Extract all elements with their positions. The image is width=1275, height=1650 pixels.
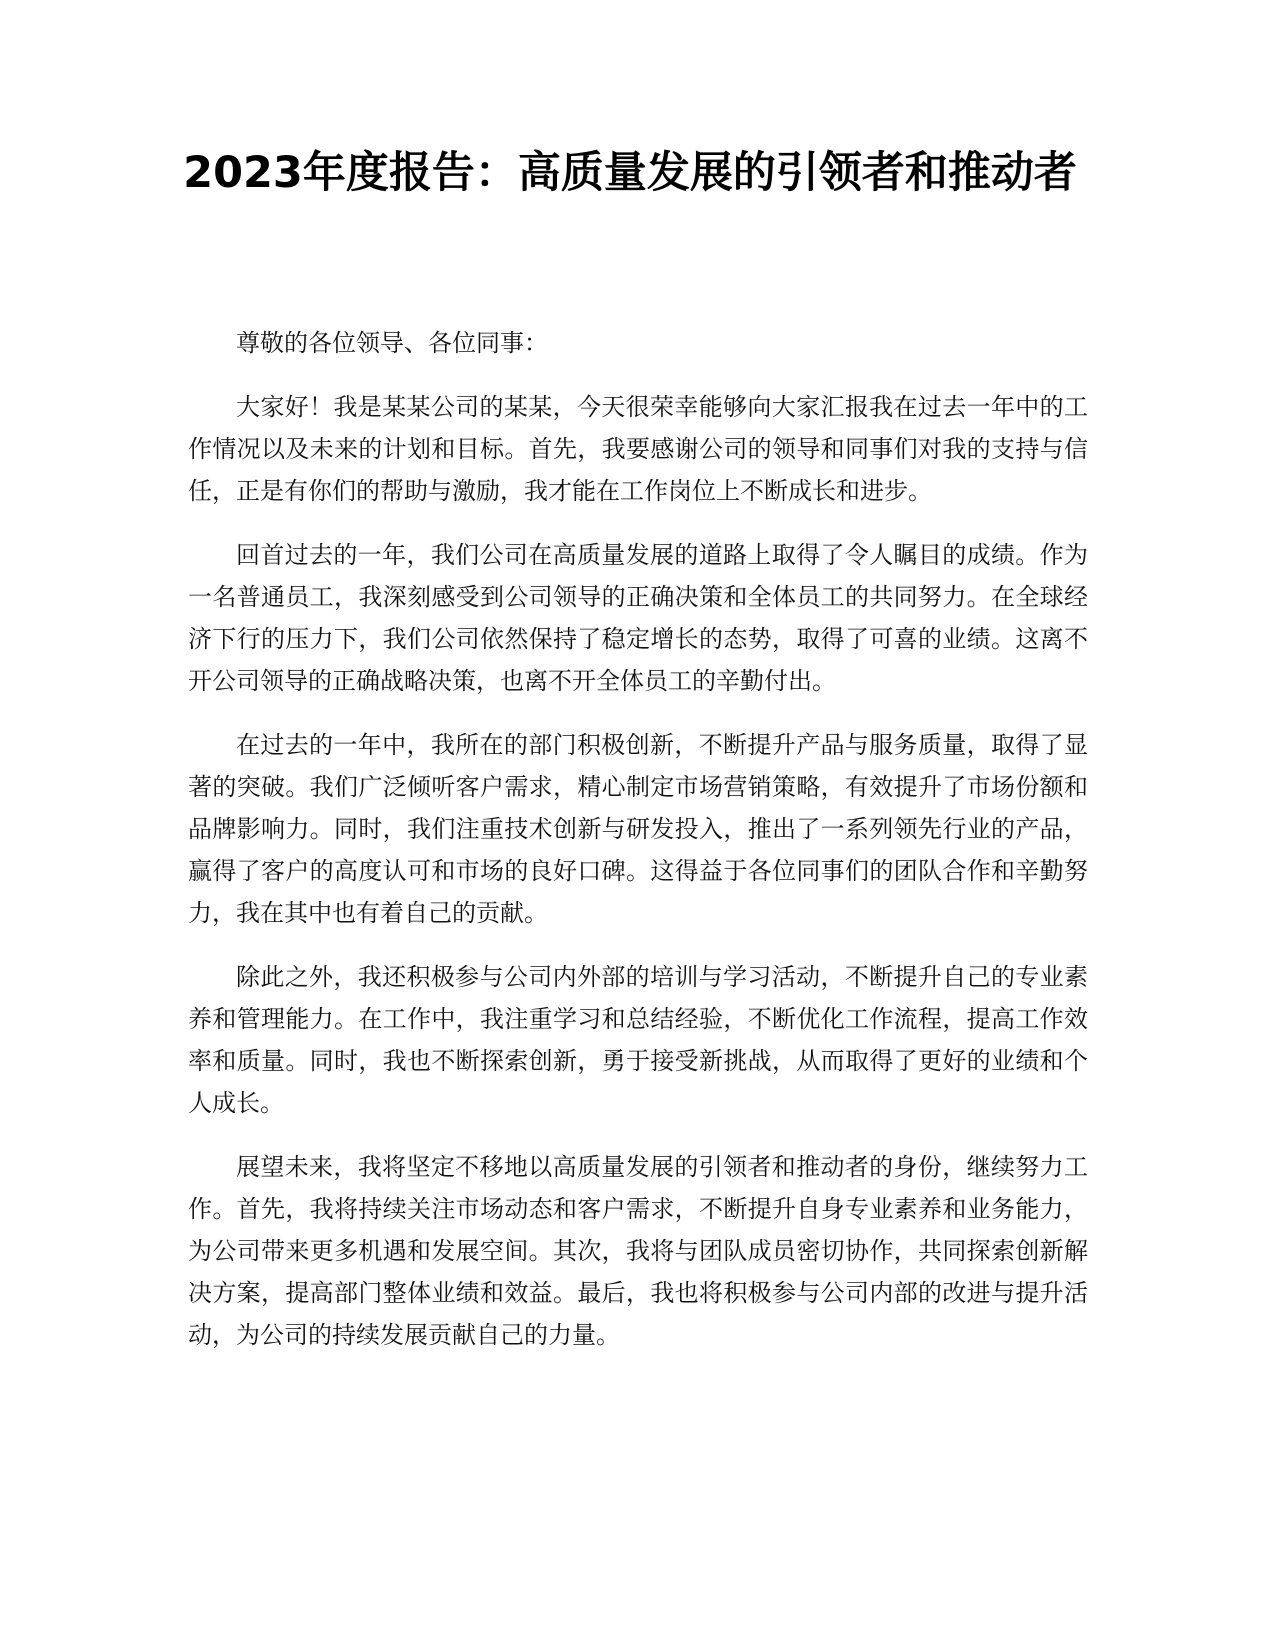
salutation-paragraph: 尊敬的各位领导、各位同事： xyxy=(236,329,548,357)
review-paragraph: 回首过去的一年，我们公司在高质量发展的道路上取得了令人瞩目的成绩。作为一名普通员工，我深刻感受到公司领导的正确决策和全体员工的共同努力。在全球经济下行的压力下，我们公司依然保持了稳定增长的态势，取得了可喜的业绩。这离不开公司领导的正确战略决策，也离不开全体员工的辛勤付出。 xyxy=(188,541,1088,695)
department-paragraph: 在过去的一年中，我所在的部门积极创新，不断提升产品与服务质量，取得了显著的突破。我们广泛倾听客户需求，精心制定市场营销策略，有效提升了市场份额和品牌影响力。同时，我们注重技术创新与研发投入，推出了一系列领先行业的产品，赢得了客户的高度认可和市场的良好口碑。这得益于各位同事们的团队合作和辛勤努力，我在其中也有着自己的贡献。 xyxy=(188,731,1088,927)
document-title: 2023年度报告：高质量发展的引领者和推动者 xyxy=(183,148,1077,198)
document-body xyxy=(188,322,1088,1378)
learning-paragraph: 除此之外，我还积极参与公司内外部的培训与学习活动，不断提升自己的专业素养和管理能力。在工作中，我注重学习和总结经验，不断优化工作流程，提高工作效率和质量。同时，我也不断探索创新，勇于接受新挑战，从而取得了更好的业绩和个人成长。 xyxy=(188,963,1088,1117)
outlook-paragraph: 展望未来，我将坚定不移地以高质量发展的引领者和推动者的身份，继续努力工作。首先，我将持续关注市场动态和客户需求，不断提升自身专业素养和业务能力，为公司带来更多机遇和发展空间。其次，我将与团队成员密切协作，共同探索创新解决方案，提高部门整体业绩和效益。最后，我也将积极参与公司内部的改进与提升活动，为公司的持续发展贡献自己的力量。 xyxy=(188,1153,1088,1349)
intro-paragraph: 大家好！我是某某公司的某某，今天很荣幸能够向大家汇报我在过去一年中的工作情况以及未来的计划和目标。首先，我要感谢公司的领导和同事们对我的支持与信任，正是有你们的帮助与激励，我才能在工作岗位上不断成长和进步。 xyxy=(188,393,1088,505)
